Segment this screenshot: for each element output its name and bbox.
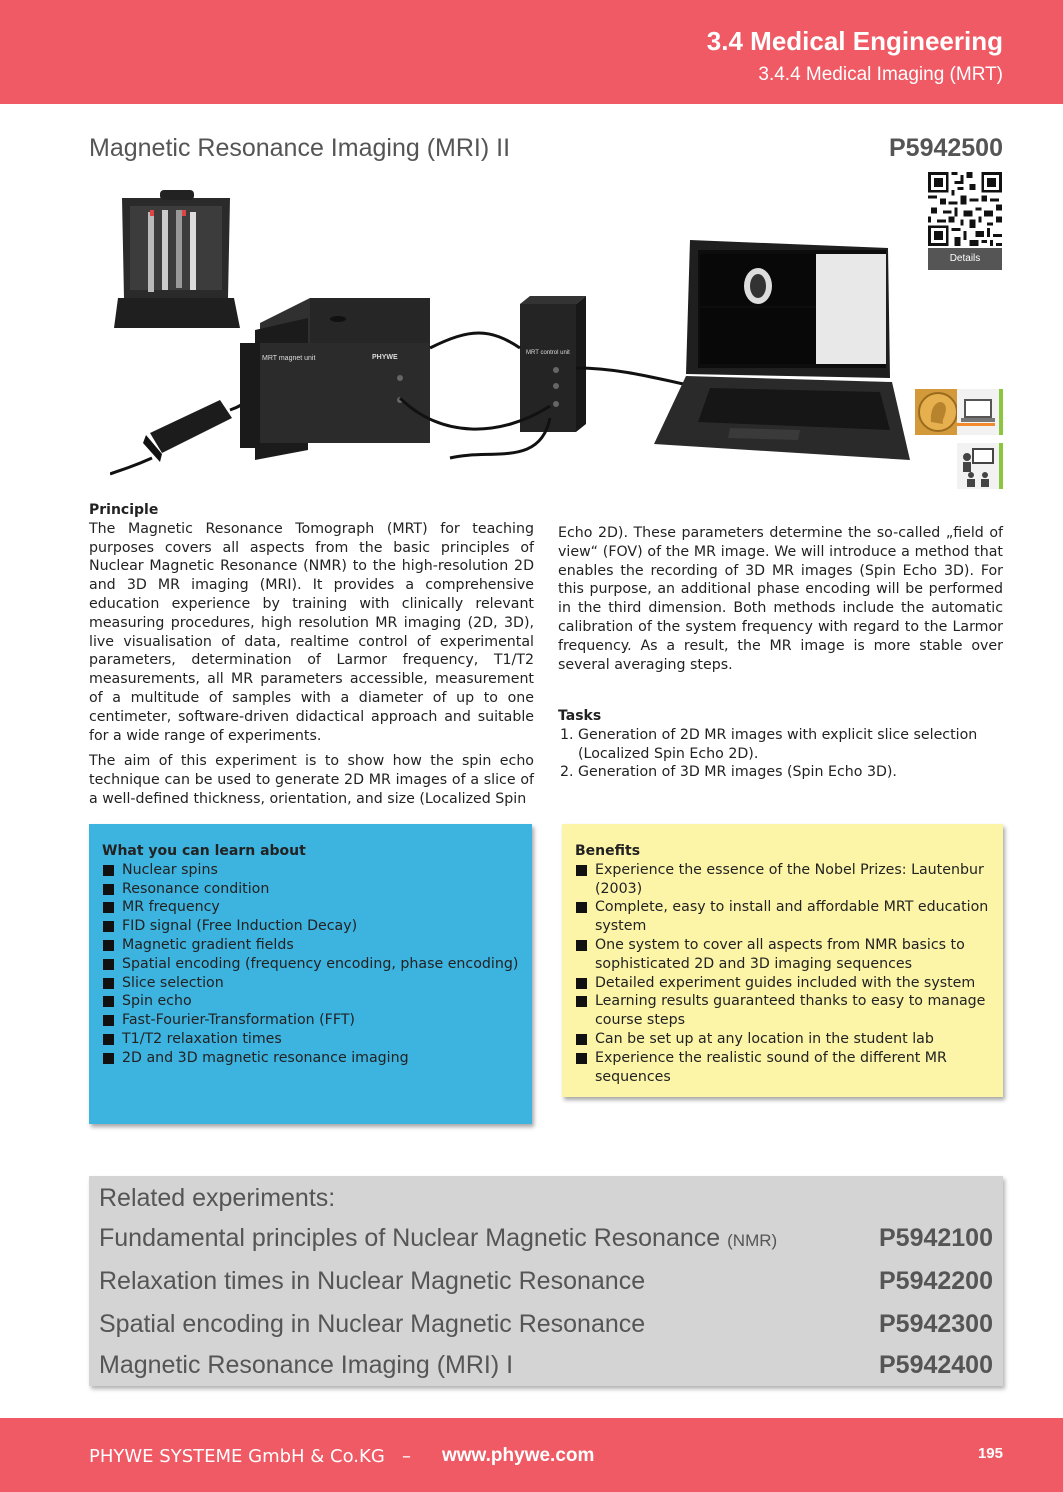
benefit-item: Complete, easy to install and affordable MRT education system bbox=[575, 898, 993, 936]
sample-case bbox=[114, 190, 240, 328]
control-unit bbox=[520, 296, 586, 432]
nobel-medal-icon bbox=[915, 389, 961, 435]
learn-item: Fast-Fourier-Transformation (FFT) bbox=[102, 1011, 522, 1030]
learn-item: T1/T2 relaxation times bbox=[102, 1030, 522, 1049]
laptop-icon bbox=[957, 389, 1003, 435]
principle-continued bbox=[558, 524, 1003, 674]
learn-item: 2D and 3D magnetic resonance imaging bbox=[102, 1049, 522, 1068]
related-item[interactable] bbox=[99, 1224, 993, 1258]
learn-item: Spin echo bbox=[102, 992, 522, 1011]
principle-heading: Principle bbox=[89, 502, 159, 518]
related-item[interactable] bbox=[99, 1351, 993, 1385]
tasks-section bbox=[558, 707, 1003, 782]
tasks-list bbox=[558, 726, 1003, 782]
magnet-unit bbox=[240, 298, 430, 460]
qr-code[interactable] bbox=[928, 172, 1002, 246]
page-title: Magnetic Resonance Imaging (MRI) II bbox=[89, 134, 511, 162]
principle-paragraph-3: Echo 2D). These parameters determine the so-called „field of view“ (FOV) of the MR image. We will introduce a method that enables the recording of 3D MR images (Spin Echo 3D). For this purpose, an additional phase encoding will be performed in the third dimension. Both methods include the automatic calibration of the system frequency with regard to the Larmor frequency. As a result, the MR image is more stable over several averaging steps. bbox=[558, 525, 1003, 673]
principle-paragraph-1: The Magnetic Resonance Tomograph (MRT) for teaching purposes covers all aspects from the basic principles of Nuclear Magnetic Resonance (NMR) to the high-resolution 2D and 3D MR imaging (MRI). It provides a comprehensive education experience by training with clinically relevant measuring procedures, high resolution MR imaging (2D, 3D), live visualisation of data, realtime control of experimental parameters, determination of Larmor frequency, T1/T2 measurements, all MR parameters accessible, measurement of a multitude of samples with a diameter of up to one centimeter, software-driven didactical approach and suitable for a wide range of experiments. bbox=[89, 520, 534, 744]
learn-item: Spatial encoding (frequency encoding, phase encoding) bbox=[102, 955, 522, 974]
product-code: P5942500 bbox=[888, 134, 1003, 162]
related-title: Fundamental principles of Nuclear Magnetic Resonance bbox=[99, 1224, 721, 1252]
learn-heading: What you can learn about bbox=[102, 843, 306, 859]
related-item[interactable] bbox=[99, 1310, 993, 1344]
task-item: 1. Generation of 2D MR images with explicit slice selection (Localized Spin Echo 2D). bbox=[578, 726, 1003, 764]
learn-item: Slice selection bbox=[102, 974, 522, 993]
footer-separator: – bbox=[402, 1446, 411, 1467]
benefit-item: One system to cover all aspects from NMR basics to sophisticated 2D and 3D imaging sequences bbox=[575, 936, 993, 974]
related-heading: Related experiments: bbox=[99, 1184, 336, 1212]
footer bbox=[0, 1418, 1063, 1492]
related-experiments bbox=[89, 1176, 1003, 1386]
task-item: 2. Generation of 3D MR images (Spin Echo 3D). bbox=[578, 763, 1003, 782]
subsection-title: 3.4.4 Medical Imaging (MRT) bbox=[758, 64, 1003, 85]
magnet-brand: PHYWE bbox=[372, 354, 398, 361]
learn-item: FID signal (Free Induction Decay) bbox=[102, 917, 522, 936]
classroom-icon bbox=[957, 443, 1003, 489]
footer-website-link[interactable]: www.phywe.com bbox=[442, 1445, 595, 1466]
related-title: Magnetic Resonance Imaging (MRI) I bbox=[99, 1351, 514, 1379]
tasks-heading: Tasks bbox=[558, 708, 602, 724]
page-number: 195 bbox=[977, 1445, 1003, 1462]
benefits-heading: Benefits bbox=[575, 843, 641, 859]
header-band bbox=[0, 0, 1063, 104]
learn-item: Resonance condition bbox=[102, 880, 522, 899]
benefit-item: Experience the realistic sound of the different MR sequences bbox=[575, 1049, 993, 1087]
control-unit-label: MRT control unit bbox=[526, 350, 570, 356]
laptop bbox=[654, 240, 910, 460]
section-title: 3.4 Medical Engineering bbox=[706, 26, 1003, 56]
learn-box bbox=[89, 824, 532, 1124]
related-code: P5942100 bbox=[878, 1224, 993, 1252]
principle-section bbox=[89, 501, 534, 809]
product-photo bbox=[110, 178, 910, 478]
related-item[interactable] bbox=[99, 1267, 993, 1301]
learn-item: MR frequency bbox=[102, 898, 522, 917]
benefit-item: Learning results guaranteed thanks to easy to manage course steps bbox=[575, 992, 993, 1030]
footer-company: PHYWE SYSTEME GmbH & Co.KG bbox=[89, 1446, 385, 1467]
benefits-box bbox=[562, 824, 1003, 1097]
learn-list bbox=[102, 861, 522, 1068]
learn-item: Nuclear spins bbox=[102, 861, 522, 880]
benefit-item: Experience the essence of the Nobel Prizes: Lautenbur (2003) bbox=[575, 861, 993, 899]
benefits-list bbox=[575, 861, 993, 1087]
benefit-item: Detailed experiment guides included with the system bbox=[575, 974, 993, 993]
related-title-suffix: (NMR) bbox=[727, 1231, 778, 1250]
related-title: Relaxation times in Nuclear Magnetic Resonance bbox=[99, 1267, 646, 1295]
magnet-unit-label: MRT magnet unit bbox=[262, 355, 316, 362]
details-button[interactable]: Details bbox=[928, 248, 1002, 270]
learn-item: Magnetic gradient fields bbox=[102, 936, 522, 955]
related-code: P5942200 bbox=[878, 1267, 993, 1295]
benefit-item: Can be set up at any location in the student lab bbox=[575, 1030, 993, 1049]
related-code: P5942300 bbox=[878, 1310, 993, 1338]
related-code: P5942400 bbox=[878, 1351, 993, 1379]
principle-paragraph-2: The aim of this experiment is to show how the spin echo technique can be used to generate 2D MR images of a slice of a well-defined thickness, orientation, and size (Localized Spin bbox=[89, 753, 534, 807]
related-title: Spatial encoding in Nuclear Magnetic Resonance bbox=[99, 1310, 646, 1338]
